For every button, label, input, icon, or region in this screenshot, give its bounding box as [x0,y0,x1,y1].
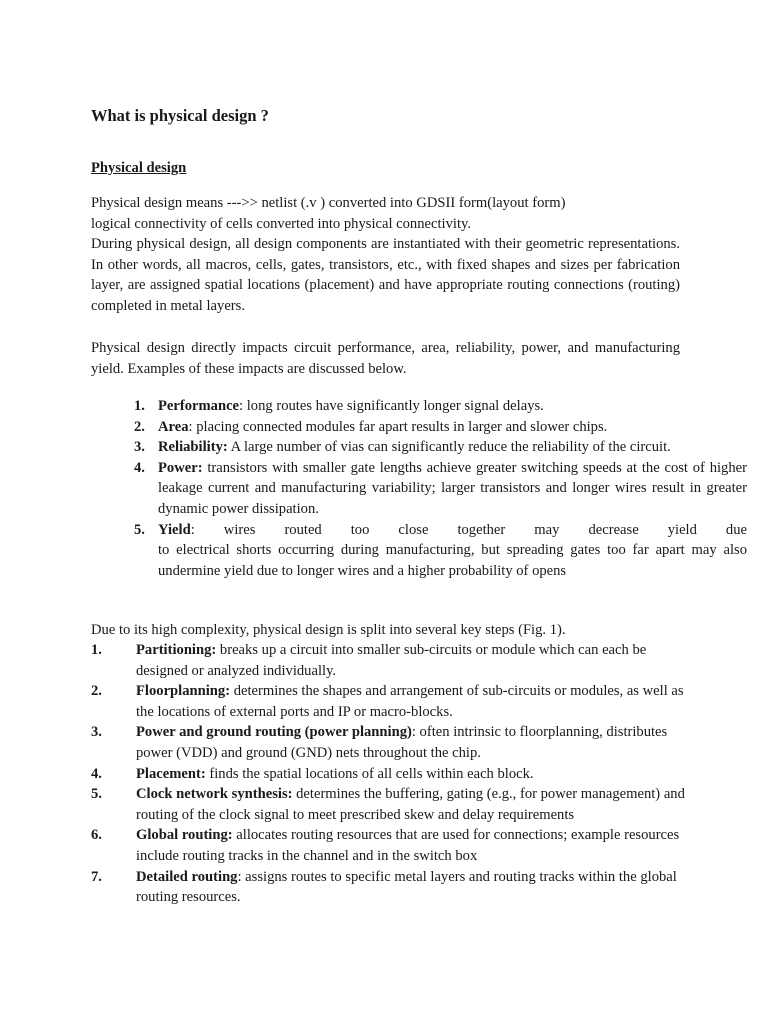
impact-intro-block [91,338,680,379]
intro-line-1: Physical design means --->> netlist (.v ) converted into GDSII form(layout form) [91,195,566,211]
list-item: 1. Performance: long routes have significantly longer signal delays. [134,398,544,414]
list-item: 5. Yield: wires routed too close together may decrease yield due to electrical shorts occurring during manufacturing, but spreading gates too far apart may also undermine yield due to longer wires and a higher probability of opens [134,521,747,579]
list-item: 1. Partitioning: breaks up a circuit into smaller sub-circuits or module which can each be designed or analyzed individually. [91,642,647,679]
list-item: 3. Reliability: A large number of vias can significantly reduce the reliability of the circuit. [134,439,671,456]
list-item: 2. Floorplanning: determines the shapes and arrangement of sub-circuits or modules, as well as the locations of external ports and IP or macro-blocks. [91,683,684,720]
page-title: What is physical design ? [91,106,269,125]
steps-intro-block [91,620,680,641]
impacts-list [91,396,747,581]
list-item: 6. Global routing: allocates routing resources that are used for connections; example resources include routing tracks in the channel and in the switch box [91,827,680,864]
list-item: 7. Detailed routing: assigns routes to specific metal layers and routing tracks within the global routing resources. [91,868,677,906]
list-item: 2. Area: placing connected modules far apart results in larger and slower chips. [134,418,608,435]
intro-block [91,193,680,317]
impact-intro-paragraph: Physical design directly impacts circuit performance, area, reliability, power, and manufacturing yield. Examples of these impacts are discussed below. [91,340,680,377]
steps-intro: Due to its high complexity, physical design is split into several key steps (Fig. 1). [91,622,566,638]
list-item: 3. Power and ground routing (power planning): often intrinsic to floorplanning, distributes power (VDD) and ground (GND) nets throughout the chip. [91,724,668,761]
intro-line-2: logical connectivity of cells converted into physical connectivity. [91,215,471,232]
list-item: 4. Power: transistors with smaller gate lengths achieve greater switching speeds at the cost of higher leakage current and manufacturing variability; larger transistors and longer wires result in greater dynamic power dissipation. [134,459,747,517]
list-item: 5. Clock network synthesis: determines the buffering, gating (e.g., for power management) and routing of the clock signal to meet prescribed skew and delay requirements [91,786,685,823]
intro-paragraph: During physical design, all design components are instantiated with their geometric representations. In other words, all macros, cells, gates, transistors, etc., with fixed shapes and sizes per fabrication layer, are assigned spatial locations (placement) and have appropriate routing connections (routing) completed in metal layers. [91,236,680,314]
steps-list [91,640,691,908]
list-item: 4. Placement: finds the spatial locations of all cells within each block. [91,765,534,782]
section-heading: Physical design [91,160,187,176]
